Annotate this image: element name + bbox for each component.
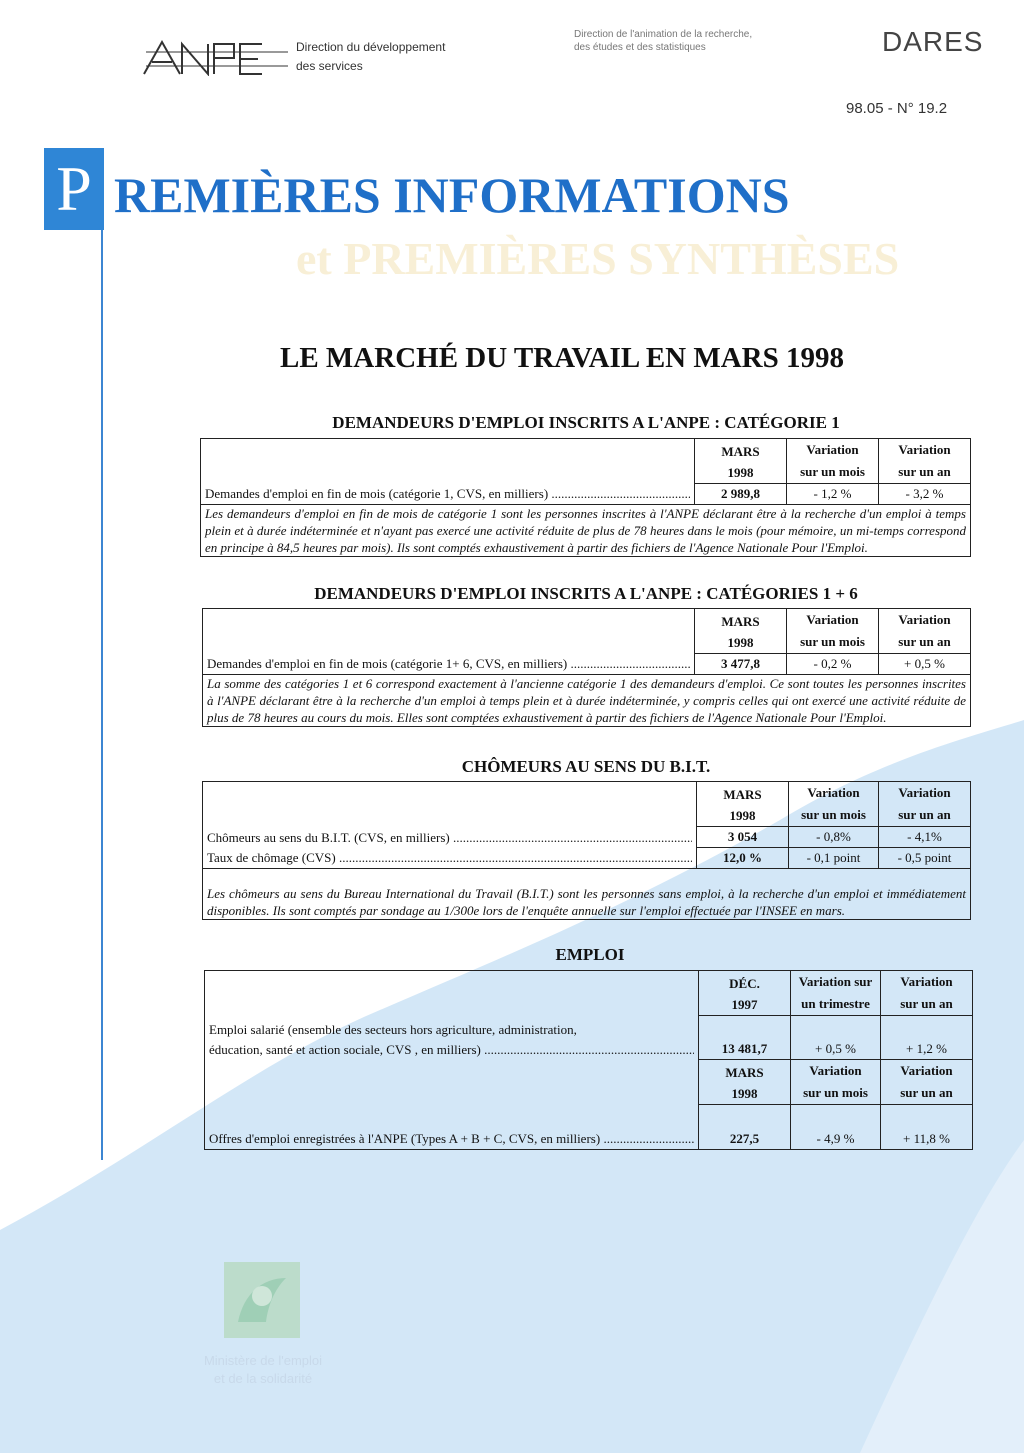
section2-table xyxy=(202,608,971,727)
section2-header-blank xyxy=(203,609,695,654)
section1-h-var-year: Variation sur un an xyxy=(879,439,971,484)
section4-row1-var-quarter: + 0,5 % xyxy=(791,1016,881,1060)
section1-row-var-year: - 3,2 % xyxy=(879,484,971,505)
dares-label: DARES xyxy=(882,26,984,57)
document-number: 98.05 - N° 19.2 xyxy=(846,100,948,117)
section2-note: La somme des catégories 1 et 6 correspond exactement à l'ancienne catégorie 1 des demandeurs d'emploi. Ce sont toutes les personnes inscrites à l'ANPE déclarant être à la recherche d'un emploi à temps plein et à durée indéterminée, y compris celles qui ont exercé une activité réduite de plus de 78 heures au cours du mois. Elles sont comptées exhaustivement à partir des fichiers de l'Agence Nationale Pour l'Emploi. xyxy=(203,675,971,727)
section4-h1-var-quarter: Variation sur un trimestre xyxy=(791,971,881,1016)
section1-note: Les demandeurs d'emploi en fin de mois de catégorie 1 sont les personnes inscrites à l'ANPE déclarant être à la recherche d'un emploi à temps plein et à durée indéterminée et n'ayant pas exercé une activité réduite de plus de 78 heures dans le mois (pour mémoire, un mi-temps correspond en principe à 84,5 heures par mois). Ils sont comptés exhaustivement à partir des fichiers de l'Agence Nationale Pour l'Emploi. xyxy=(201,505,971,557)
section1-table xyxy=(200,438,971,557)
section2-h-var-month: Variation sur un mois xyxy=(787,609,879,654)
section4-row1-var-year: + 1,2 % xyxy=(881,1016,973,1060)
section3-h-var-month: Variation sur un mois xyxy=(789,782,879,827)
section3-row1-value: 3 054 xyxy=(697,827,789,848)
section2-h-var-year: Variation sur un an xyxy=(879,609,971,654)
section4-header2-blank xyxy=(205,1060,699,1105)
section2-title: DEMANDEURS D'EMPLOI INSCRITS A L'ANPE : CATÉGORIES 1 + 6 xyxy=(314,584,858,603)
ministry-emblem xyxy=(224,1262,300,1338)
section4-h2-var-year: Variation sur un an xyxy=(881,1060,973,1105)
section3-note: Les chômeurs au sens du Bureau International du Travail (B.I.T.) sont les personnes sans emploi, à la recherche d'un emploi et immédiatement disponibles. Ils sont comptés par sondage au 1/300e lors de l'enquête annuelle sur l'emploi effectuée par l'INSEE en mars. xyxy=(203,869,971,920)
section2-row-var-year: + 0,5 % xyxy=(879,654,971,675)
anpe-line2: des services xyxy=(296,59,363,73)
section4-h1-var-year: Variation sur un an xyxy=(881,971,973,1016)
section3-row1-var-month: - 0,8% xyxy=(789,827,879,848)
dir-line2: des études et des statistiques xyxy=(574,42,706,53)
section1-header-blank xyxy=(201,439,695,484)
anpe-line1: Direction du développement xyxy=(296,40,446,54)
ministry-text xyxy=(180,1352,346,1388)
section4-row2-var-month: - 4,9 % xyxy=(791,1105,881,1150)
section3-row2-value: 12,0 % xyxy=(697,848,789,869)
anpe-logo-text: ANPE xyxy=(142,38,145,39)
section3-h-month: MARS 1998 xyxy=(697,782,789,827)
section3-header-blank xyxy=(203,782,697,827)
section3-row1-label: Chômeurs au sens du B.I.T. (CVS, en milliers) ..... xyxy=(203,827,697,848)
section4-h2-month: MARS 1998 xyxy=(699,1060,791,1105)
section1-row-value: 2 989,8 xyxy=(695,484,787,505)
section4-h2-var-month: Variation sur un mois xyxy=(791,1060,881,1105)
section1-title: DEMANDEURS D'EMPLOI INSCRITS A L'ANPE : CATÉGORIE 1 xyxy=(332,413,840,432)
section3-title: CHÔMEURS AU SENS DU B.I.T. xyxy=(461,757,711,776)
section3-h-var-year: Variation sur un an xyxy=(879,782,971,827)
title-initial-p: P xyxy=(44,148,104,230)
anpe-logo xyxy=(142,38,290,76)
ministry-line1: Ministère de l'emploi xyxy=(203,1353,323,1368)
main-title: REMIÈRES INFORMATIONS xyxy=(114,167,790,223)
section1-h-month: MARS 1998 xyxy=(695,439,787,484)
section4-header-blank xyxy=(205,971,699,1016)
section2-row-var-month: - 0,2 % xyxy=(787,654,879,675)
section1-row-var-month: - 1,2 % xyxy=(787,484,879,505)
anpe-direction-text xyxy=(296,38,445,76)
dir-line1: Direction de l'animation de la recherche, xyxy=(574,29,753,40)
section3-row2-var-year: - 0,5 point xyxy=(879,848,971,869)
section2-row-label: Demandes d'emploi en fin de mois (catégorie 1+ 6, CVS, en milliers) ..... xyxy=(203,654,695,675)
sub-title: et PREMIÈRES SYNTHÈSES xyxy=(296,233,900,284)
section4-h1-month: DÉC. 1997 xyxy=(699,971,791,1016)
section4-title: EMPLOI xyxy=(555,945,625,964)
section3-row1-var-year: - 4,1% xyxy=(879,827,971,848)
section4-table xyxy=(204,970,973,1150)
section2-row-value: 3 477,8 xyxy=(695,654,787,675)
ministry-line2: et de la solidarité xyxy=(213,1371,313,1386)
dares-direction-text xyxy=(574,28,752,54)
document-title: LE MARCHÉ DU TRAVAIL EN MARS 1998 xyxy=(280,342,844,374)
section4-row2-value: 227,5 xyxy=(699,1105,791,1150)
vertical-rule xyxy=(101,230,103,1160)
section4-row2-label: Offres d'emploi enregistrées à l'ANPE (Types A + B + C, CVS, en milliers) ..... xyxy=(205,1105,699,1150)
section3-row2-label: Taux de chômage (CVS) ..... xyxy=(203,848,697,869)
section2-h-month: MARS 1998 xyxy=(695,609,787,654)
section1-h-var-month: Variation sur un mois xyxy=(787,439,879,484)
section3-row2-var-month: - 0,1 point xyxy=(789,848,879,869)
section4-row2-var-year: + 11,8 % xyxy=(881,1105,973,1150)
section1-row-label: Demandes d'emploi en fin de mois (catégorie 1, CVS, en milliers) ..... xyxy=(201,484,695,505)
section3-table xyxy=(202,781,971,920)
section4-row1-value: 13 481,7 xyxy=(699,1016,791,1060)
section4-row1-label: Emploi salarié (ensemble des secteurs hors agriculture, administration, éducation, santé et action sociale, CVS , en milliers) ..... xyxy=(205,1016,699,1060)
